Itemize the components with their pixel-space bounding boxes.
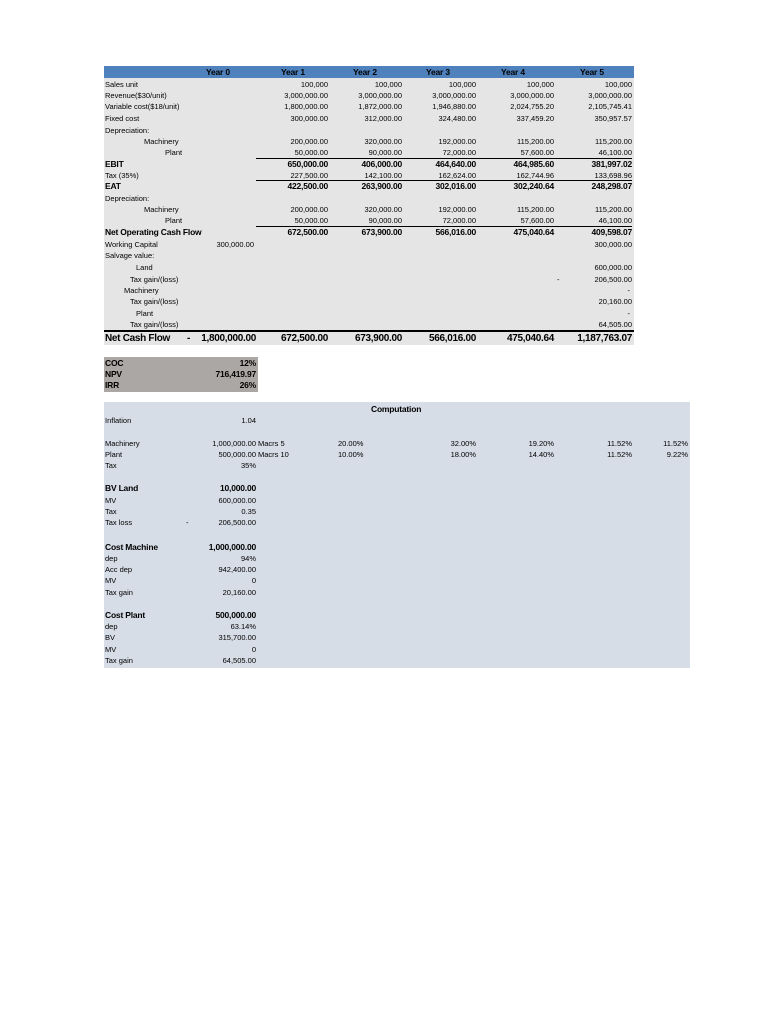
row-label: EAT (105, 181, 121, 191)
table-cell: 320,000.00 (364, 205, 402, 214)
header-year-5: Year 5 (580, 67, 604, 77)
comp-label: Tax (105, 507, 117, 516)
row-label: Plant (136, 309, 154, 318)
metric-label: COC (105, 358, 124, 368)
table-cell: 300,000.00 (216, 240, 254, 249)
table-cell: 192,000.00 (438, 137, 476, 146)
table-cell: 100,000 (374, 80, 402, 89)
table-cell: 302,016.00 (435, 181, 476, 191)
metric-value: 26% (239, 380, 256, 390)
comp-label: Plant (105, 450, 123, 459)
table-cell: 64,505.00 (598, 320, 632, 329)
comp-label: Tax gain (105, 656, 133, 665)
table-cell: 324,480.00 (438, 114, 476, 123)
table-cell: 192,000.00 (438, 205, 476, 214)
row-label: Depreciation: (105, 126, 150, 135)
table-cell: 133,698.96 (594, 171, 632, 180)
header-year-3: Year 3 (426, 67, 450, 77)
table-cell: - (187, 333, 191, 344)
table-cell: 72,000.00 (442, 148, 476, 157)
comp-rate: 14.40% (528, 450, 554, 459)
comp-value: 1,000,000.00 (212, 439, 256, 448)
table-cell: 100,000 (448, 80, 476, 89)
comp-macrs: Macrs 10 (258, 450, 289, 459)
comp-value: 206,500.00 (218, 518, 256, 527)
table-cell: 650,000.00 (287, 159, 328, 169)
rule (104, 330, 634, 332)
row-label: Tax gain/(loss) (130, 297, 179, 306)
table-cell: 115,200.00 (517, 137, 554, 146)
metric-label: IRR (105, 380, 120, 390)
header-year-1: Year 1 (281, 67, 305, 77)
table-cell: 1,872,000.00 (358, 102, 402, 111)
comp-value: 63.14% (230, 622, 256, 631)
table-cell: 566,016.00 (428, 333, 476, 344)
table-cell: 406,000.00 (361, 159, 402, 169)
comp-rate: 11.52% (663, 439, 688, 448)
metric-value: 716,419.97 (215, 369, 256, 379)
table-cell: 300,000.00 (290, 114, 328, 123)
table-cell: 475,040.64 (513, 227, 554, 237)
table-cell: 3,000,000.00 (510, 91, 554, 100)
table-cell: 206,500.00 (594, 275, 632, 284)
table-cell: 57,600.00 (520, 148, 554, 157)
table-cell: 1,946,880.00 (432, 102, 476, 111)
table-cell: 50,000.00 (294, 148, 328, 157)
table-cell: 3,000,000.00 (358, 91, 402, 100)
table-cell: 46,100.00 (598, 148, 632, 157)
comp-value: 0 (251, 576, 256, 585)
row-label: Machinery (144, 137, 179, 146)
comp-rate: 18.00% (450, 450, 476, 459)
comp-rate: 11.52% (607, 450, 632, 459)
comp-rate: 10.00% (338, 450, 364, 459)
table-cell: 3,000,000.00 (588, 91, 632, 100)
table-cell: 115,200.00 (517, 205, 554, 214)
table-cell: 100,000 (300, 80, 328, 89)
comp-label: Tax (105, 461, 117, 470)
table-cell: 300,000.00 (594, 240, 632, 249)
table-cell: 1,187,763.07 (577, 333, 632, 344)
table-cell: 263,900.00 (361, 181, 402, 191)
table-cell: 162,744.96 (516, 171, 554, 180)
comp-label: dep (105, 622, 118, 631)
table-cell: 72,000.00 (442, 216, 476, 225)
comp-value: 1.04 (241, 416, 256, 425)
table-cell: 464,985.60 (513, 159, 554, 169)
comp-rate: 19.20% (528, 439, 554, 448)
comp-value: 500,000.00 (218, 450, 256, 459)
table-cell: 2,024,755.20 (510, 102, 554, 111)
table-cell: 475,040.64 (506, 333, 554, 344)
row-label: Plant (165, 148, 183, 157)
comp-value: 0 (251, 645, 256, 654)
table-cell: 115,200.00 (595, 205, 632, 214)
row-label: Salvage value: (105, 251, 155, 260)
table-cell: 200,000.00 (290, 205, 328, 214)
table-cell: 90,000.00 (368, 148, 402, 157)
row-label: Plant (165, 216, 183, 225)
comp-sign: - (186, 518, 189, 527)
table-cell: 600,000.00 (594, 263, 632, 272)
comp-value: 1,000,000.00 (208, 542, 256, 552)
comp-label: BV (105, 633, 116, 642)
table-cell: 248,298.07 (591, 181, 632, 191)
table-cell: 672,500.00 (280, 333, 328, 344)
comp-value: 20,160.00 (222, 588, 256, 597)
table-cell: 20,160.00 (598, 297, 632, 306)
row-label: Tax gain/(loss) (130, 275, 179, 284)
table-cell: 350,957.57 (594, 114, 632, 123)
row-label: Sales unit (105, 80, 138, 89)
comp-label: MV (105, 645, 117, 654)
comp-value: 500,000.00 (215, 610, 256, 620)
computation-title: Computation (371, 404, 422, 414)
table-cell: 3,000,000.00 (432, 91, 476, 100)
comp-value: 94% (240, 554, 256, 563)
table-cell: 320,000.00 (364, 137, 402, 146)
table-cell: 464,640.00 (435, 159, 476, 169)
comp-label: Cost Machine (105, 542, 158, 552)
table-cell: 227,500.00 (290, 171, 328, 180)
table-cell: 2,105,745.41 (588, 102, 632, 111)
comp-label: Tax loss (105, 518, 133, 527)
row-label: Fixed cost (105, 114, 140, 123)
comp-rate: 9.22% (666, 450, 688, 459)
table-cell: 57,600.00 (520, 216, 554, 225)
row-label: Machinery (124, 286, 159, 295)
comp-label: dep (105, 554, 118, 563)
table-cell: 100,000 (604, 80, 632, 89)
header-year-2: Year 2 (353, 67, 377, 77)
header-year-0: Year 0 (206, 67, 230, 77)
comp-label: MV (105, 496, 117, 505)
comp-macrs: Macrs 5 (258, 439, 285, 448)
comp-value: 0.35 (241, 507, 256, 516)
table-cell: 142,100.00 (364, 171, 402, 180)
table-cell: 3,000,000.00 (284, 91, 328, 100)
comp-label: Acc dep (105, 565, 133, 574)
comp-value: 600,000.00 (218, 496, 256, 505)
comp-rate: 32.00% (450, 439, 476, 448)
metric-label: NPV (105, 369, 122, 379)
row-label: Variable cost($18/unit) (105, 102, 180, 111)
table-cell: 409,598.07 (591, 227, 632, 237)
row-label: Net Cash Flow (105, 333, 170, 344)
comp-value: 315,700.00 (218, 633, 256, 642)
comp-rate: 11.52% (607, 439, 632, 448)
table-cell: 100,000 (526, 80, 554, 89)
row-label: Machinery (144, 205, 179, 214)
table-cell: 302,240.64 (513, 181, 554, 191)
table-cell: - (557, 275, 560, 284)
header-year-4: Year 4 (501, 67, 525, 77)
metric-value: 12% (239, 358, 256, 368)
table-cell: 90,000.00 (368, 216, 402, 225)
row-label: Working Capital (105, 240, 158, 249)
table-cell: 115,200.00 (595, 137, 632, 146)
comp-label: Cost Plant (105, 610, 146, 620)
row-label: Depreciation: (105, 194, 150, 203)
table-cell: 162,624.00 (438, 171, 476, 180)
comp-rate: 20.00% (338, 439, 364, 448)
table-cell: 1,800,000.00 (201, 333, 256, 344)
row-label: Tax gain/(loss) (130, 320, 179, 329)
table-cell: 1,800,000.00 (284, 102, 328, 111)
table-cell: 200,000.00 (290, 137, 328, 146)
table-cell: 46,100.00 (598, 216, 632, 225)
comp-value: 64,505.00 (222, 656, 256, 665)
table-cell: 337,459.20 (516, 114, 554, 123)
comp-label: Tax gain (105, 588, 133, 597)
table-cell: - (627, 286, 630, 295)
comp-value: 10,000.00 (219, 483, 256, 493)
table-cell: 673,900.00 (354, 333, 402, 344)
table-cell: 381,997.02 (591, 159, 632, 169)
comp-label: Inflation (105, 416, 132, 425)
row-label: Tax (35%) (105, 171, 139, 180)
comp-label: MV (105, 576, 117, 585)
row-label: Net Operating Cash Flow (105, 227, 202, 237)
comp-value: 942,400.00 (218, 565, 256, 574)
row-label: EBIT (105, 159, 124, 169)
row-label: Revenue($30/unit) (105, 91, 167, 100)
table-cell: 672,500.00 (287, 227, 328, 237)
table-cell: - (627, 309, 630, 318)
row-label: Land (136, 263, 153, 272)
table-cell: 422,500.00 (287, 181, 328, 191)
table-cell: 312,000.00 (364, 114, 402, 123)
table-cell: 50,000.00 (294, 216, 328, 225)
comp-label: BV Land (105, 483, 139, 493)
comp-value: 35% (240, 461, 256, 470)
comp-label: Machinery (105, 439, 140, 448)
table-cell: 673,900.00 (361, 227, 402, 237)
table-cell: 566,016.00 (435, 227, 476, 237)
